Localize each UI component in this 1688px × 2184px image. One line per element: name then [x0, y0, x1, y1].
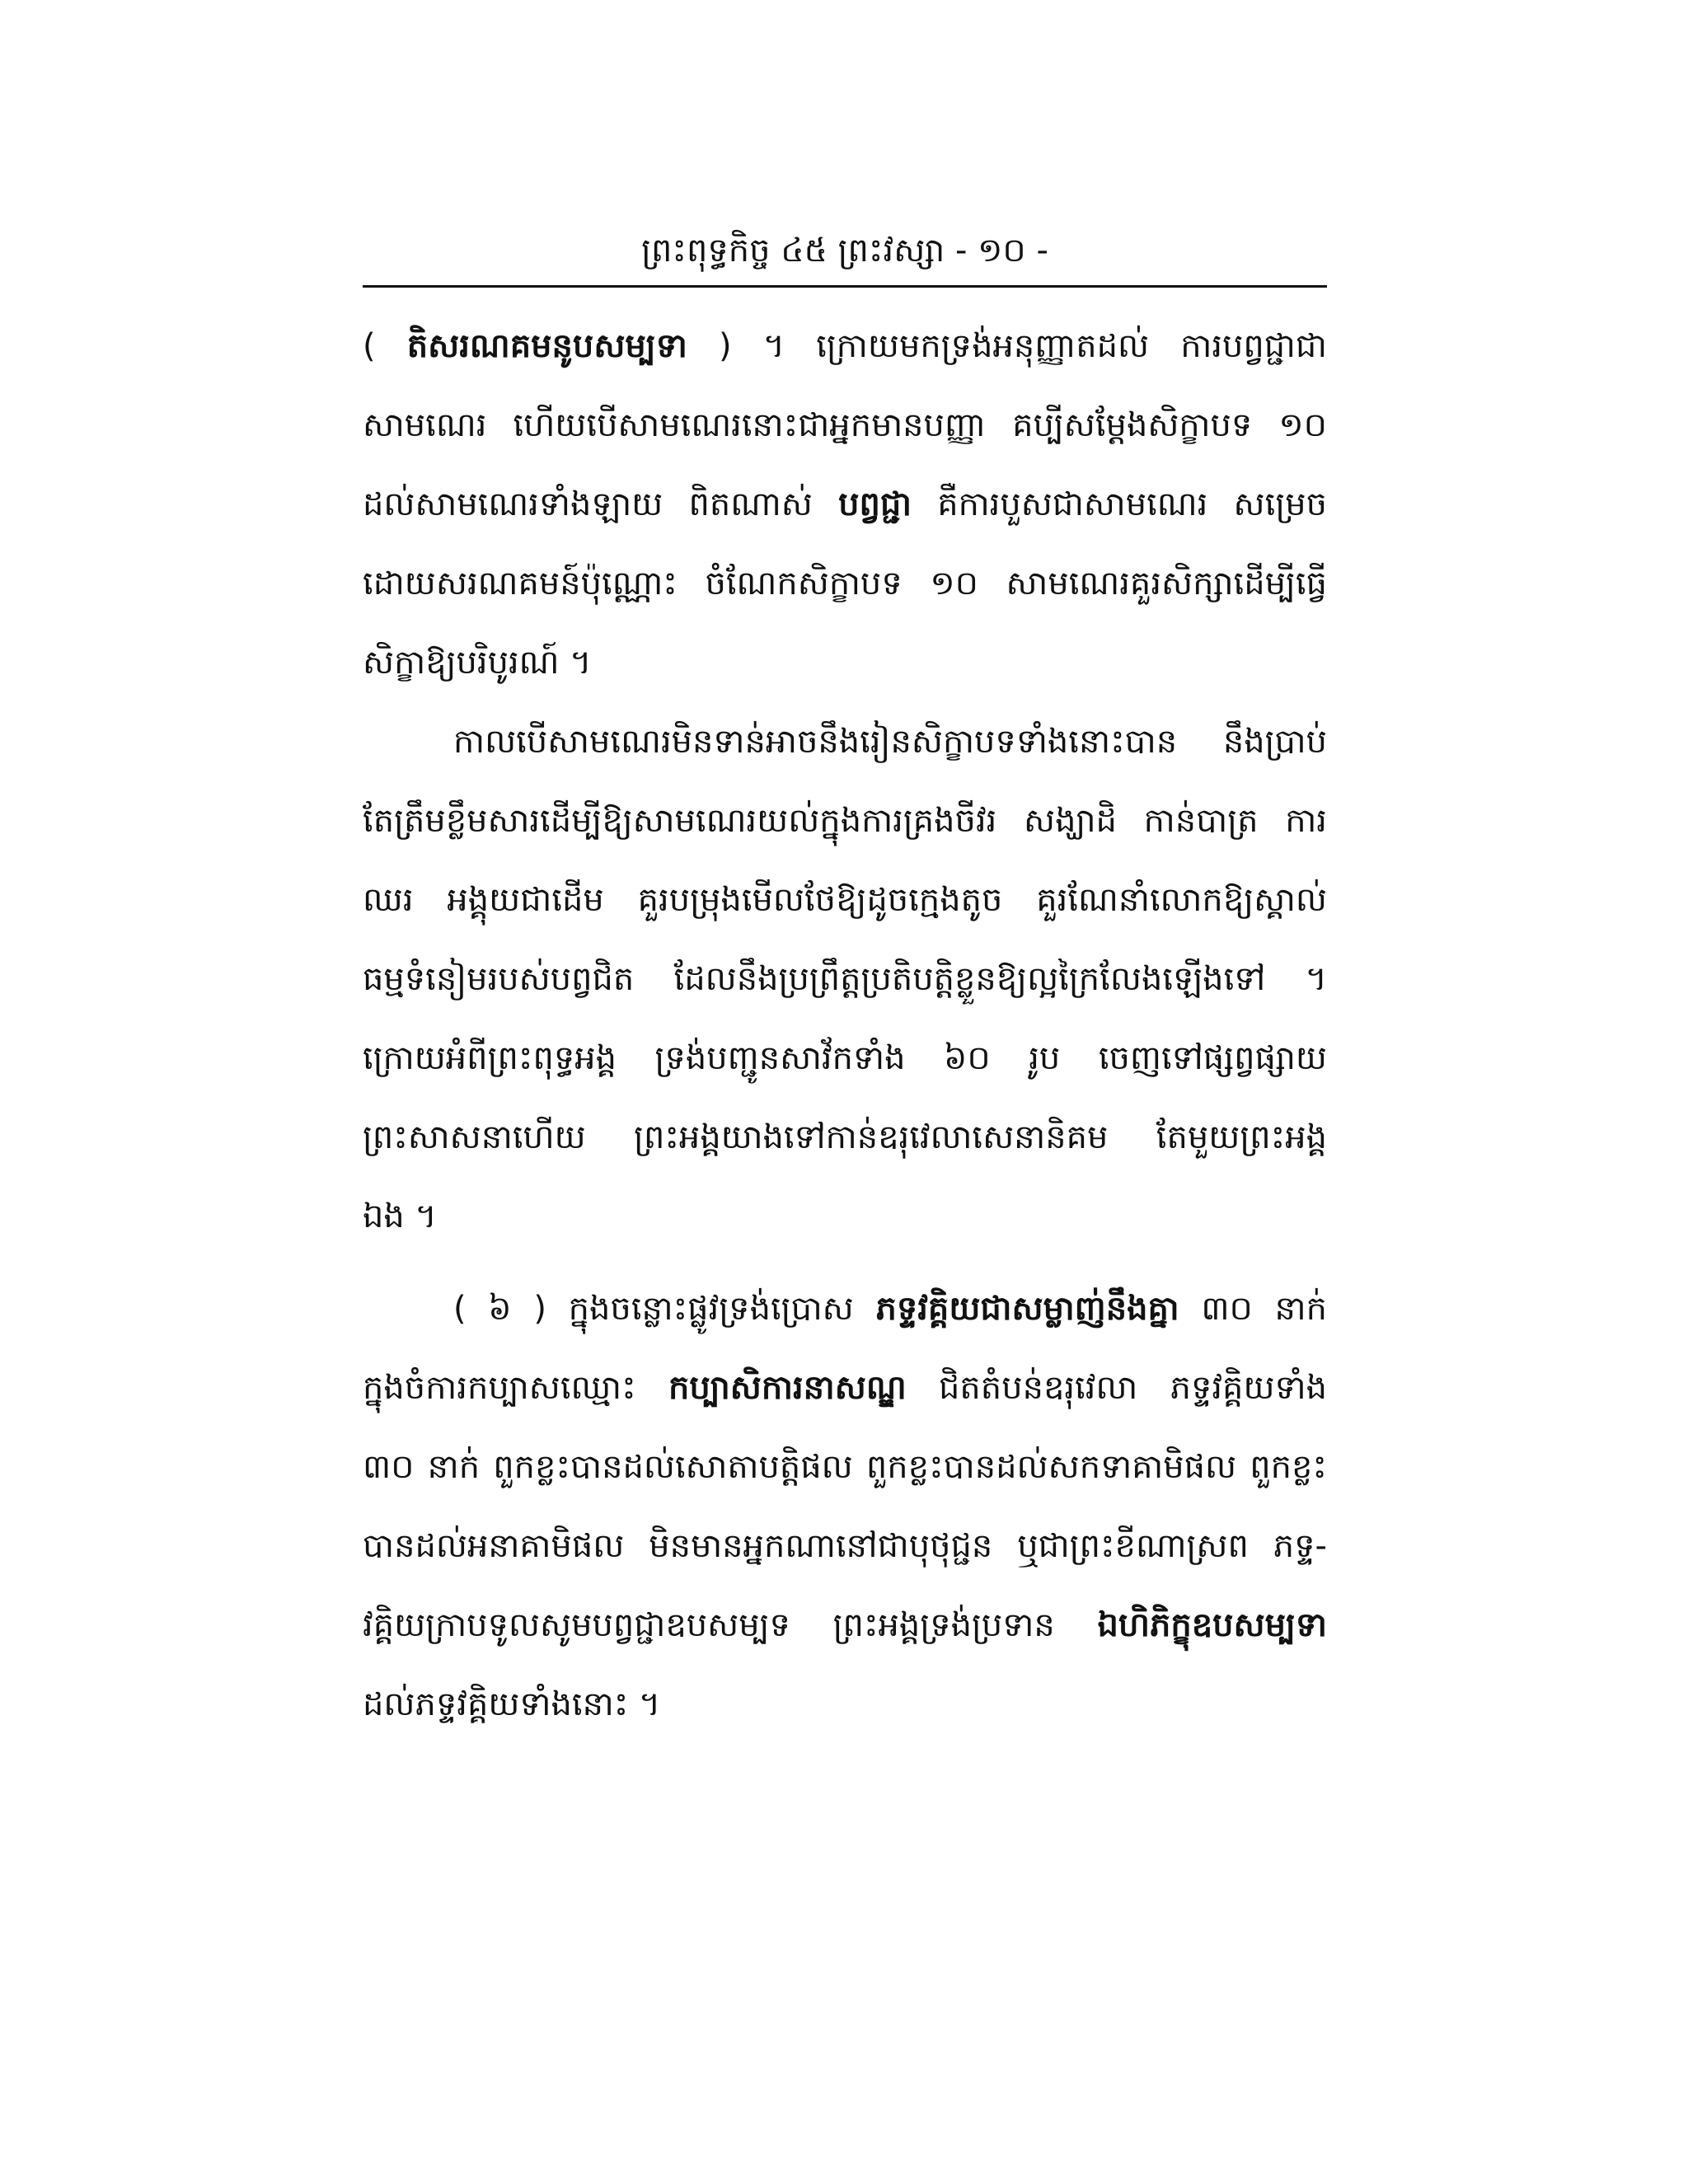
text-segment: កាលបើសាមណេរមិនទាន់អាចនឹងរៀនសិក្ខាបទទាំងនោះបាន នឹងប្រាប់	[453, 723, 1327, 761]
text-segment: ក្រោយអំពីព្រះពុទ្ធអង្គ ទ្រង់បញ្ជូនសាវ័កទាំង ៦០ រូប ចេញទៅផ្សព្វផ្សាយ	[363, 1039, 1327, 1077]
text-segment: បានដល់អនាគាមិផល មិនមានអ្នកណានៅជាបុថុជ្ជន ឬជាព្រះខីណាស្រព ភទ្ទ-	[363, 1527, 1327, 1565]
text-line	[363, 386, 1327, 465]
text-line	[363, 1507, 1327, 1586]
text-segment: ) ។ ក្រោយមកទ្រង់អនុញ្ញាតដល់ ការបព្វជ្ជាជា	[687, 327, 1327, 365]
body-text	[363, 307, 1327, 1744]
text-segment: ឯង ។	[363, 1197, 437, 1235]
bold-term: ភទ្ទវគ្គិយជាសម្លាញ់នឹងគ្នា	[875, 1290, 1179, 1328]
text-segment: ក្នុងចំការកប្បាសឈ្មោះ	[363, 1369, 668, 1407]
paragraph-1	[363, 307, 1327, 702]
text-line	[363, 465, 1327, 544]
bold-term: បព្វជ្ជា	[838, 485, 912, 523]
text-line	[363, 702, 1327, 781]
text-line	[363, 1348, 1327, 1427]
text-line	[363, 1177, 1327, 1256]
text-line	[363, 860, 1327, 940]
running-header: ព្រះពុទ្ធកិច្ច ៤៥ ព្រះវស្សា - ១០ -	[641, 232, 1048, 269]
text-line	[363, 940, 1327, 1019]
text-segment: ដល់សាមណេរទាំងឡាយ ពិតណាស់	[363, 485, 839, 523]
text-segment: ៣០ នាក់	[1179, 1290, 1327, 1328]
text-segment: ធម្មទំនៀមរបស់បព្វជិត ដែលនឹងប្រព្រឹត្តប្រតិបត្តិខ្លួនឱ្យល្អក្រៃលែងឡើងទៅ ។	[363, 960, 1327, 998]
text-segment: វគ្គិយក្រាបទូលសូមបព្វជ្ជាឧបសម្បទ ព្រះអង្គទ្រង់ប្រទាន	[363, 1606, 1098, 1644]
paragraph-2	[363, 702, 1327, 1256]
text-line	[363, 781, 1327, 860]
text-segment: (	[363, 327, 407, 365]
text-segment: សាមណេរ ហើយបើសាមណេរនោះជាអ្នកមានបញ្ញា គប្បីសម្ដែងសិក្ខាបទ ១០	[363, 406, 1327, 444]
text-line	[363, 544, 1327, 623]
text-segment: ដោយសរណគមន៍ប៉ុណ្ណោះ ចំណែកសិក្ខាបទ ១០ សាមណេរគួរសិក្សាដើម្បីធ្វើ	[363, 565, 1327, 602]
text-line	[363, 1098, 1327, 1177]
text-segment: ឈរ អង្គុយជាដើម គួរបម្រុងមើលថែឱ្យដូចក្មេងតូច គួរណែនាំលោកឱ្យស្គាល់	[363, 881, 1327, 919]
text-segment: តែត្រឹមខ្លឹមសារដើម្បីឱ្យសាមណេរយល់ក្នុងការគ្រងចីវរ សង្ឃាដិ កាន់បាត្រ ការ	[363, 802, 1327, 840]
text-line	[363, 1269, 1327, 1348]
header-rule	[363, 285, 1327, 288]
text-line	[363, 1427, 1327, 1507]
text-line	[363, 1665, 1327, 1744]
text-segment: ( ៦ ) ក្នុងចន្លោះផ្លូវទ្រង់ប្រោស	[453, 1290, 876, 1328]
bold-term: តិសរណគមនូបសម្បទា	[406, 327, 687, 365]
text-line	[363, 623, 1327, 702]
text-line	[363, 1586, 1327, 1665]
text-line	[363, 307, 1327, 386]
text-segment: ព្រះសាសនាហើយ ព្រះអង្គយាងទៅកាន់ឧរុវេលាសេនានិគម តែមួយព្រះអង្គ	[363, 1118, 1327, 1156]
text-line	[363, 1019, 1327, 1098]
text-segment: សិក្ខាឱ្យបរិបូរណ៍ ។	[363, 644, 592, 682]
paragraph-3	[363, 1269, 1327, 1744]
text-segment: ៣០ នាក់ ពួកខ្លះបានដល់សោតាបត្តិផល ពួកខ្លះបានដល់សកទាគាមិផល ពួកខ្លះ	[363, 1448, 1327, 1486]
bold-term: កប្បាសិការនាសណ្ឌ	[668, 1369, 907, 1407]
bold-term: ឯហិភិក្ខុឧបសម្បទា	[1097, 1606, 1327, 1644]
text-segment: ជិតតំបន់ឧរុវេលា ភទ្ទវគ្គិយទាំង	[906, 1369, 1327, 1407]
text-segment: គឺការបួសជាសាមណេរ សម្រេច	[911, 485, 1327, 523]
text-segment: ដល់ភទ្ទវគ្គិយទាំងនោះ ។	[363, 1685, 661, 1723]
